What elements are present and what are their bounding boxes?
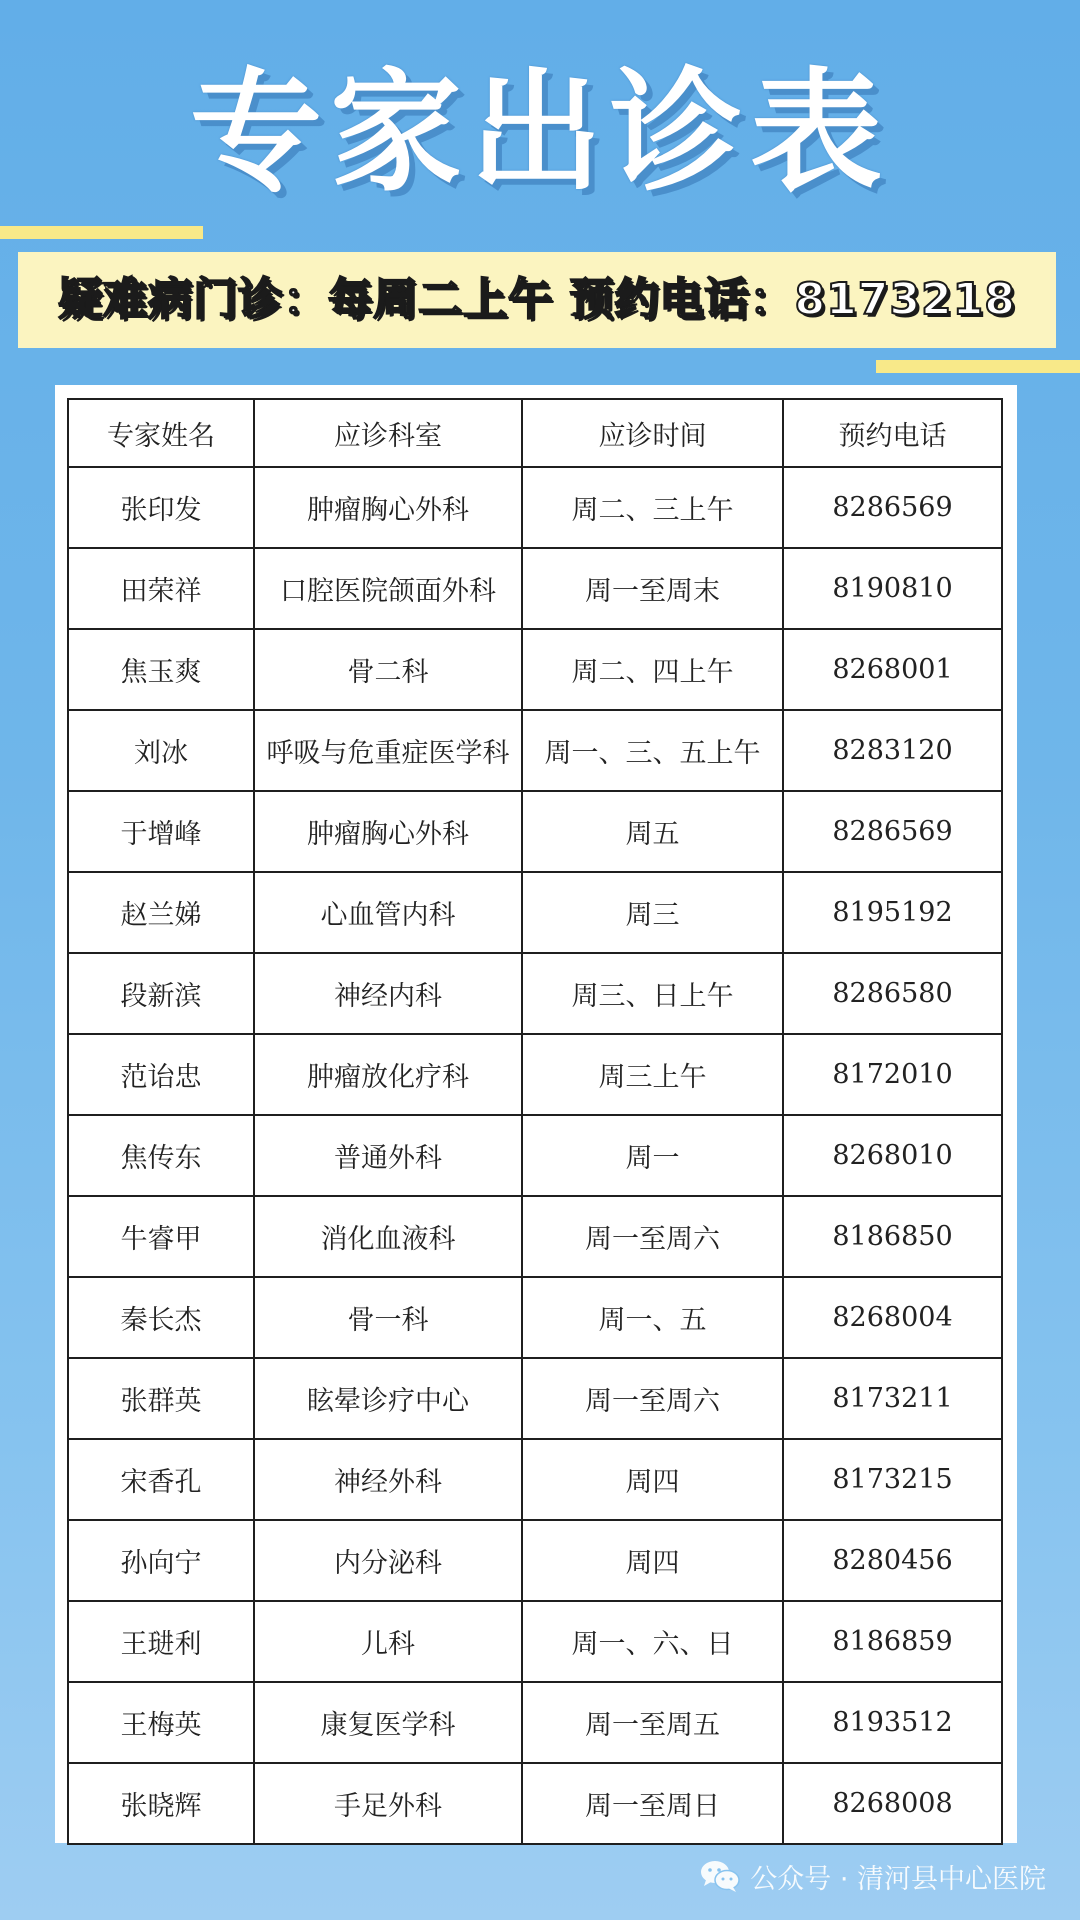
time-cell: 周三	[522, 872, 783, 953]
table-row	[68, 953, 1002, 1034]
time-cell: 周三、日上午	[522, 953, 783, 1034]
department-cell: 康复医学科	[254, 1682, 522, 1763]
phone-cell: 8268010	[783, 1115, 1002, 1196]
phone-cell: 8268004	[783, 1277, 1002, 1358]
phone-cell: 8268001	[783, 629, 1002, 710]
table-row	[68, 1763, 1002, 1844]
header-department: 应诊科室	[254, 399, 522, 467]
doctor-name-cell: 刘冰	[68, 710, 254, 791]
table-row	[68, 467, 1002, 548]
time-cell: 周四	[522, 1439, 783, 1520]
phone-cell: 8172010	[783, 1034, 1002, 1115]
header-name: 专家姓名	[68, 399, 254, 467]
time-cell: 周二、三上午	[522, 467, 783, 548]
doctor-name-cell: 王琎利	[68, 1601, 254, 1682]
time-cell: 周一、三、五上午	[522, 710, 783, 791]
decorative-line-right	[876, 360, 1080, 373]
doctor-name-cell: 于增峰	[68, 791, 254, 872]
phone-cell: 8186859	[783, 1601, 1002, 1682]
department-cell: 骨一科	[254, 1277, 522, 1358]
doctor-name-cell: 秦长杰	[68, 1277, 254, 1358]
time-cell: 周一至周日	[522, 1763, 783, 1844]
department-cell: 肿瘤胸心外科	[254, 791, 522, 872]
table-body	[68, 467, 1002, 1844]
doctor-name-cell: 宋香孔	[68, 1439, 254, 1520]
phone-cell: 8280456	[783, 1520, 1002, 1601]
banner-text: 疑难病门诊：每周二上午 预约电话：8173218	[58, 274, 1016, 325]
table-header-row	[68, 399, 1002, 467]
doctor-name-cell: 张群英	[68, 1358, 254, 1439]
department-cell: 肿瘤胸心外科	[254, 467, 522, 548]
doctor-name-cell: 赵兰娣	[68, 872, 254, 953]
department-cell: 神经外科	[254, 1439, 522, 1520]
doctor-name-cell: 王梅英	[68, 1682, 254, 1763]
time-cell: 周三上午	[522, 1034, 783, 1115]
time-cell: 周一至周五	[522, 1682, 783, 1763]
doctor-name-cell: 张印发	[68, 467, 254, 548]
department-cell: 消化血液科	[254, 1196, 522, 1277]
table-row	[68, 1115, 1002, 1196]
schedule-card	[55, 385, 1017, 1843]
phone-cell: 8173215	[783, 1439, 1002, 1520]
phone-cell: 8195192	[783, 872, 1002, 953]
table-row	[68, 1358, 1002, 1439]
phone-cell: 8193512	[783, 1682, 1002, 1763]
table-row	[68, 1520, 1002, 1601]
doctor-name-cell: 段新滨	[68, 953, 254, 1034]
phone-cell: 8286569	[783, 791, 1002, 872]
table-row	[68, 1196, 1002, 1277]
department-cell: 普通外科	[254, 1115, 522, 1196]
phone-cell: 8268008	[783, 1763, 1002, 1844]
time-cell: 周一、六、日	[522, 1601, 783, 1682]
department-cell: 儿科	[254, 1601, 522, 1682]
doctor-name-cell: 田荣祥	[68, 548, 254, 629]
phone-cell: 8190810	[783, 548, 1002, 629]
department-cell: 口腔医院颌面外科	[254, 548, 522, 629]
phone-cell: 8186850	[783, 1196, 1002, 1277]
clinic-banner	[18, 252, 1056, 348]
schedule-table	[67, 398, 1003, 1845]
department-cell: 呼吸与危重症医学科	[254, 710, 522, 791]
header-time: 应诊时间	[522, 399, 783, 467]
table-row	[68, 629, 1002, 710]
header-phone: 预约电话	[783, 399, 1002, 467]
department-cell: 肿瘤放化疗科	[254, 1034, 522, 1115]
department-cell: 内分泌科	[254, 1520, 522, 1601]
department-cell: 骨二科	[254, 629, 522, 710]
watermark	[700, 1856, 1046, 1896]
table-row	[68, 548, 1002, 629]
time-cell: 周四	[522, 1520, 783, 1601]
doctor-name-cell: 张晓辉	[68, 1763, 254, 1844]
phone-cell: 8286569	[783, 467, 1002, 548]
table-row	[68, 710, 1002, 791]
doctor-name-cell: 焦玉爽	[68, 629, 254, 710]
doctor-name-cell: 牛睿甲	[68, 1196, 254, 1277]
department-cell: 神经内科	[254, 953, 522, 1034]
wechat-icon	[700, 1859, 740, 1893]
page-title: 专家出诊表	[190, 56, 890, 210]
phone-cell: 8173211	[783, 1358, 1002, 1439]
phone-cell: 8283120	[783, 710, 1002, 791]
doctor-name-cell: 孙向宁	[68, 1520, 254, 1601]
department-cell: 手足外科	[254, 1763, 522, 1844]
watermark-text: 公众号 · 清河县中心医院	[750, 1863, 1046, 1895]
table-row	[68, 1439, 1002, 1520]
table-row	[68, 791, 1002, 872]
time-cell: 周五	[522, 791, 783, 872]
table-row	[68, 1034, 1002, 1115]
table-row	[68, 872, 1002, 953]
time-cell: 周一至周末	[522, 548, 783, 629]
department-cell: 眩晕诊疗中心	[254, 1358, 522, 1439]
time-cell: 周一至周六	[522, 1358, 783, 1439]
time-cell: 周一	[522, 1115, 783, 1196]
phone-cell: 8286580	[783, 953, 1002, 1034]
table-row	[68, 1682, 1002, 1763]
department-cell: 心血管内科	[254, 872, 522, 953]
time-cell: 周一、五	[522, 1277, 783, 1358]
time-cell: 周一至周六	[522, 1196, 783, 1277]
doctor-name-cell: 焦传东	[68, 1115, 254, 1196]
table-row	[68, 1277, 1002, 1358]
table-row	[68, 1601, 1002, 1682]
doctor-name-cell: 范诒忠	[68, 1034, 254, 1115]
time-cell: 周二、四上午	[522, 629, 783, 710]
decorative-line-left	[0, 226, 203, 239]
